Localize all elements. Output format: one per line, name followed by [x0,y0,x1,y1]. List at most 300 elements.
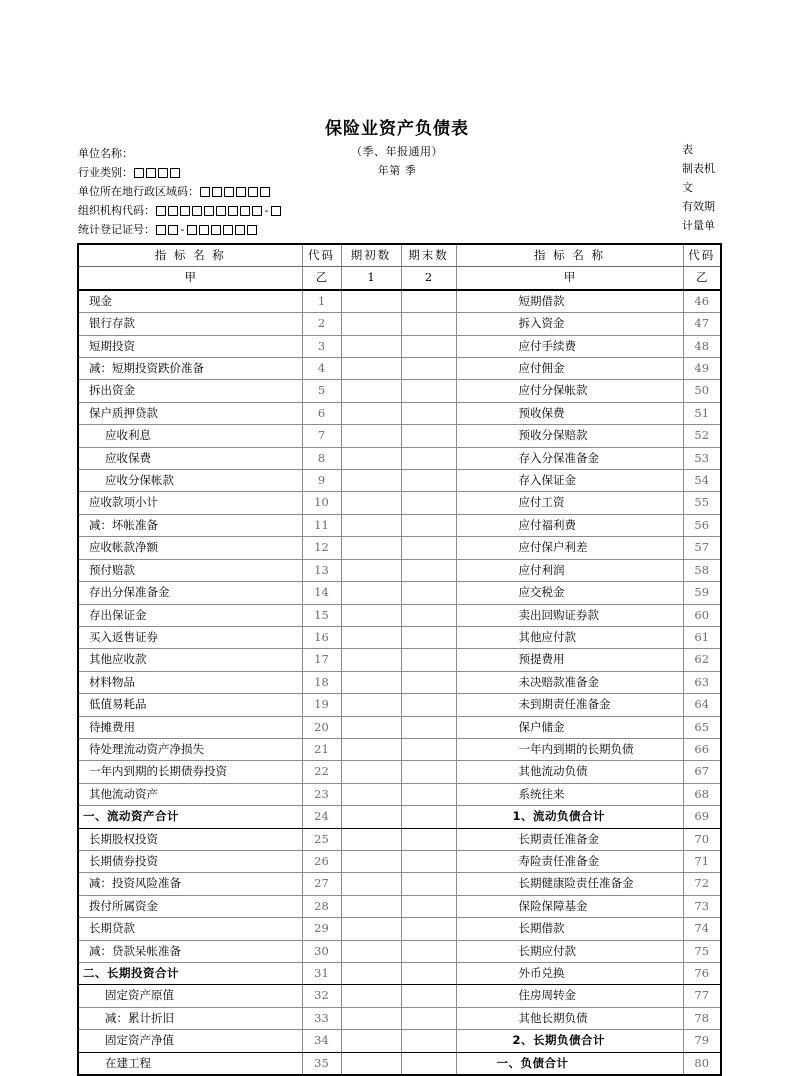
asset-item-code: 31 [302,963,341,985]
liability-item-code: 76 [683,963,721,985]
table-row [78,358,721,380]
asset-item-code: 20 [302,716,341,738]
liability-item-code: 61 [683,626,721,648]
asset-item-label: 长期债券投资 [78,850,302,872]
liability-item-code: 54 [683,470,721,492]
ident-row-2 [78,182,281,201]
liability-item-code: 70 [683,828,721,850]
meta-label-3: 有效期 [682,200,715,213]
beginning-balance-cell[interactable] [341,671,401,693]
liability-item-code: 49 [683,358,721,380]
liability-item-label: 长期应付款 [456,940,683,962]
ending-balance-cell[interactable] [401,492,456,514]
asset-item-code: 26 [302,850,341,872]
table-row [78,1030,721,1052]
liability-item-label: 一年内到期的长期负债 [456,738,683,760]
asset-item-label: 一年内到期的长期债券投资 [78,761,302,783]
liability-item-label: 保户储金 [456,716,683,738]
asset-item-label: 材料物品 [78,671,302,693]
character-box[interactable] [212,187,222,197]
liability-item-label: 拆入资金 [456,313,683,335]
liability-item-code: 69 [683,806,721,828]
table-row [78,514,721,536]
ending-balance-cell[interactable] [401,918,456,940]
liability-item-code: 50 [683,380,721,402]
asset-item-label: 应收保费 [78,447,302,469]
table-row [78,380,721,402]
beginning-balance-cell[interactable] [341,1030,401,1052]
liability-item-label: 长期借款 [456,918,683,940]
liability-item-label: 预收保费 [456,402,683,424]
asset-item-code: 17 [302,649,341,671]
ending-balance-cell[interactable] [401,738,456,760]
ending-balance-cell[interactable] [401,716,456,738]
table-row [78,402,721,424]
beginning-balance-cell[interactable] [341,895,401,917]
character-box[interactable] [236,187,246,197]
beginning-balance-cell[interactable] [341,694,401,716]
header-name-left: 指 标 名 称 [78,244,302,267]
asset-item-label: 长期股权投资 [78,828,302,850]
beginning-balance-cell[interactable] [341,425,401,447]
asset-item-label: 银行存款 [78,313,302,335]
ending-balance-cell[interactable] [401,963,456,985]
ending-balance-cell[interactable] [401,671,456,693]
meta-label-1: 制表机 [682,162,715,175]
subheader-name-right: 甲 [456,267,683,290]
liability-item-code: 77 [683,985,721,1007]
asset-item-label: 保户质押贷款 [78,402,302,424]
beginning-balance-cell[interactable] [341,402,401,424]
beginning-balance-cell[interactable] [341,761,401,783]
document-header [0,0,794,243]
asset-item-label: 现金 [78,290,302,313]
table-subheader-row [78,267,721,290]
ending-balance-cell[interactable] [401,604,456,626]
character-box[interactable] [260,187,270,197]
liability-item-code: 66 [683,738,721,760]
asset-item-label: 拨付所属资金 [78,895,302,917]
character-box[interactable] [168,206,178,216]
character-box[interactable] [200,187,210,197]
character-box[interactable] [235,225,245,235]
liability-item-code: 67 [683,761,721,783]
asset-item-code: 8 [302,447,341,469]
liability-item-code: 62 [683,649,721,671]
asset-item-label: 减：贷款呆帐准备 [78,940,302,962]
liability-item-label: 存入分保准备金 [456,447,683,469]
liability-item-code: 80 [683,1052,721,1075]
ending-balance-cell[interactable] [401,425,456,447]
beginning-balance-cell[interactable] [341,604,401,626]
ident-label: 单位所在地行政区域码： [78,185,199,198]
table-row [78,761,721,783]
asset-item-label: 待处理流动资产净损失 [78,738,302,760]
header-begin: 期初数 [341,244,401,267]
subheader-code-left: 乙 [302,267,341,290]
ident-label: 行业类别： [78,166,133,179]
identification-block [78,144,281,239]
liability-item-label: 外币兑换 [456,963,683,985]
asset-item-label: 减：短期投资跌价准备 [78,358,302,380]
liability-item-label: 存入保证金 [456,470,683,492]
beginning-balance-cell[interactable] [341,290,401,313]
character-box[interactable] [211,225,221,235]
beginning-balance-cell[interactable] [341,1007,401,1029]
asset-item-code: 22 [302,761,341,783]
beginning-balance-cell[interactable] [341,738,401,760]
ending-balance-cell[interactable] [401,380,456,402]
beginning-balance-cell[interactable] [341,716,401,738]
ending-balance-cell[interactable] [401,358,456,380]
table-row [78,470,721,492]
asset-item-label: 买入返售证券 [78,626,302,648]
asset-item-label: 二、长期投资合计 [78,963,302,985]
beginning-balance-cell[interactable] [341,313,401,335]
ident-entry-boxes[interactable] [156,222,257,236]
asset-item-code: 6 [302,402,341,424]
beginning-balance-cell[interactable] [341,873,401,895]
asset-item-label: 固定资产原值 [78,985,302,1007]
asset-item-code: 34 [302,1030,341,1052]
liability-item-code: 58 [683,559,721,581]
liability-item-code: 73 [683,895,721,917]
beginning-balance-cell[interactable] [341,963,401,985]
asset-item-code: 5 [302,380,341,402]
ident-label: 组织机构代码： [78,204,155,217]
ending-balance-cell[interactable] [401,761,456,783]
character-box[interactable] [146,168,156,178]
asset-item-code: 19 [302,694,341,716]
asset-item-code: 1 [302,290,341,313]
liability-item-code: 75 [683,940,721,962]
beginning-balance-cell[interactable] [341,850,401,872]
asset-item-code: 12 [302,537,341,559]
asset-item-label: 应收帐款净额 [78,537,302,559]
liability-item-label: 长期健康险责任准备金 [456,873,683,895]
character-box[interactable] [180,206,190,216]
table-row [78,738,721,760]
meta-label-4: 计量单 [682,219,715,232]
liability-item-code: 72 [683,873,721,895]
asset-item-label: 其他应收款 [78,649,302,671]
asset-item-code: 11 [302,514,341,536]
liability-item-code: 55 [683,492,721,514]
table-row [78,604,721,626]
beginning-balance-cell[interactable] [341,626,401,648]
asset-item-label: 应收款项小计 [78,492,302,514]
character-box[interactable] [224,187,234,197]
beginning-balance-cell[interactable] [341,447,401,469]
asset-item-label: 其他流动资产 [78,783,302,805]
asset-item-code: 27 [302,873,341,895]
liability-item-code: 60 [683,604,721,626]
liability-item-label: 住房周转金 [456,985,683,1007]
form-meta-block [682,140,715,235]
table-row [78,290,721,313]
liability-item-label: 其他应付款 [456,626,683,648]
character-box[interactable] [252,206,262,216]
ending-balance-cell[interactable] [401,582,456,604]
asset-item-label: 待摊费用 [78,716,302,738]
character-box[interactable] [192,206,202,216]
beginning-balance-cell[interactable] [341,358,401,380]
liability-item-label: 2、长期负债合计 [456,1030,683,1052]
beginning-balance-cell[interactable] [341,1052,401,1075]
ending-balance-cell[interactable] [401,313,456,335]
ident-label: 单位名称： [78,147,133,160]
liability-item-code: 64 [683,694,721,716]
character-box[interactable] [170,168,180,178]
character-box[interactable] [216,206,226,216]
table-row [78,626,721,648]
liability-item-label: 应付保户利差 [456,537,683,559]
ending-balance-cell[interactable] [401,626,456,648]
liability-item-label: 长期责任准备金 [456,828,683,850]
liability-item-code: 47 [683,313,721,335]
subheader-begin: 1 [341,267,401,290]
ending-balance-cell[interactable] [401,694,456,716]
character-box[interactable] [228,206,238,216]
ending-balance-cell[interactable] [401,806,456,828]
ident-row-1 [78,163,281,182]
beginning-balance-cell[interactable] [341,918,401,940]
asset-item-label: 拆出资金 [78,380,302,402]
table-row [78,918,721,940]
table-row [78,1052,721,1075]
liability-item-code: 71 [683,850,721,872]
beginning-balance-cell[interactable] [341,783,401,805]
subheader-name-left: 甲 [78,267,302,290]
liability-item-code: 68 [683,783,721,805]
asset-item-code: 21 [302,738,341,760]
liability-item-label: 寿险责任准备金 [456,850,683,872]
subheader-end: 2 [401,267,456,290]
asset-item-label: 减：坏帐准备 [78,514,302,536]
ident-label: 统计登记证号： [78,223,155,236]
ending-balance-cell[interactable] [401,335,456,357]
asset-item-code: 30 [302,940,341,962]
asset-item-code: 33 [302,1007,341,1029]
liability-item-code: 78 [683,1007,721,1029]
separator-dash: - [180,222,185,236]
meta-label-0: 表 [682,143,693,156]
asset-item-label: 低值易耗品 [78,694,302,716]
asset-item-label: 减：累计折旧 [78,1007,302,1029]
ending-balance-cell[interactable] [401,537,456,559]
table-row [78,425,721,447]
ending-balance-cell[interactable] [401,940,456,962]
asset-item-label: 减：投资风险准备 [78,873,302,895]
header-end: 期末数 [401,244,456,267]
asset-item-code: 15 [302,604,341,626]
liability-item-code: 65 [683,716,721,738]
liability-item-label: 未到期责任准备金 [456,694,683,716]
asset-item-code: 10 [302,492,341,514]
asset-item-code: 32 [302,985,341,1007]
liability-item-label: 应付利润 [456,559,683,581]
asset-item-label: 应收分保帐款 [78,470,302,492]
beginning-balance-cell[interactable] [341,492,401,514]
subheader-code-right: 乙 [683,267,721,290]
liability-item-code: 59 [683,582,721,604]
asset-item-label: 短期投资 [78,335,302,357]
liability-item-label: 应付佣金 [456,358,683,380]
liability-item-code: 57 [683,537,721,559]
liability-item-label: 应付分保帐款 [456,380,683,402]
beginning-balance-cell[interactable] [341,537,401,559]
ending-balance-cell[interactable] [401,649,456,671]
asset-item-label: 存出分保准备金 [78,582,302,604]
table-row [78,447,721,469]
table-row [78,985,721,1007]
table-row [78,313,721,335]
beginning-balance-cell[interactable] [341,649,401,671]
table-row [78,537,721,559]
character-box[interactable] [134,168,144,178]
liability-item-label: 卖出回购证券款 [456,604,683,626]
ending-balance-cell[interactable] [401,828,456,850]
beginning-balance-cell[interactable] [341,335,401,357]
asset-item-label: 固定资产净值 [78,1030,302,1052]
liability-item-label: 其他流动负债 [456,761,683,783]
asset-item-code: 28 [302,895,341,917]
ending-balance-cell[interactable] [401,985,456,1007]
asset-item-code: 3 [302,335,341,357]
header-code-left: 代码 [302,244,341,267]
asset-item-label: 在建工程 [78,1052,302,1075]
table-row [78,716,721,738]
ending-balance-cell[interactable] [401,783,456,805]
character-box[interactable] [187,225,197,235]
liability-item-label: 应交税金 [456,582,683,604]
asset-item-label: 应收利息 [78,425,302,447]
table-row [78,694,721,716]
liability-item-label: 应付工资 [456,492,683,514]
liability-item-code: 74 [683,918,721,940]
asset-item-code: 2 [302,313,341,335]
table-row [78,649,721,671]
ending-balance-cell[interactable] [401,402,456,424]
character-box[interactable] [247,225,257,235]
asset-item-code: 4 [302,358,341,380]
asset-item-label: 存出保证金 [78,604,302,626]
asset-item-label: 预付赔款 [78,559,302,581]
table-header-row [78,244,721,267]
table-row [78,783,721,805]
ident-row-3 [78,201,281,220]
asset-item-label: 一、流动资产合计 [78,806,302,828]
character-box[interactable] [158,168,168,178]
ending-balance-cell[interactable] [401,470,456,492]
beginning-balance-cell[interactable] [341,806,401,828]
reporting-period: 年第 季 [377,164,417,177]
ending-balance-cell[interactable] [401,873,456,895]
ending-balance-cell[interactable] [401,1052,456,1075]
character-box[interactable] [271,206,281,216]
table-row [78,335,721,357]
character-box[interactable] [223,225,233,235]
ending-balance-cell[interactable] [401,290,456,313]
table-row [78,963,721,985]
character-box[interactable] [156,206,166,216]
beginning-balance-cell[interactable] [341,559,401,581]
liability-item-label: 系统往来 [456,783,683,805]
liability-item-label: 未决赔款准备金 [456,671,683,693]
ident-entry-boxes[interactable] [200,187,270,197]
table-row [78,828,721,850]
ident-entry-boxes[interactable] [134,168,180,178]
beginning-balance-cell[interactable] [341,470,401,492]
document-subtitle: （季、年报通用） [351,145,443,158]
asset-item-label: 长期贷款 [78,918,302,940]
asset-item-code: 35 [302,1052,341,1075]
table-row [78,559,721,581]
asset-item-code: 23 [302,783,341,805]
liability-item-code: 46 [683,290,721,313]
liability-item-label: 其他长期负债 [456,1007,683,1029]
character-box[interactable] [240,206,250,216]
character-box[interactable] [199,225,209,235]
table-row [78,940,721,962]
character-box[interactable] [248,187,258,197]
liability-item-label: 一、负债合计 [456,1052,683,1075]
liability-item-label: 1、流动负债合计 [456,806,683,828]
header-code-right: 代码 [683,244,721,267]
liability-item-code: 63 [683,671,721,693]
asset-item-code: 29 [302,918,341,940]
liability-item-code: 79 [683,1030,721,1052]
table-row [78,850,721,872]
beginning-balance-cell[interactable] [341,940,401,962]
asset-item-code: 9 [302,470,341,492]
beginning-balance-cell[interactable] [341,828,401,850]
liability-item-label: 应付福利费 [456,514,683,536]
liability-item-code: 48 [683,335,721,357]
page-title: 保险业资产负债表 [325,119,469,139]
meta-label-2: 文 [682,181,693,194]
character-box[interactable] [156,225,166,235]
ending-balance-cell[interactable] [401,559,456,581]
liability-item-label: 应付手续费 [456,335,683,357]
liability-item-code: 53 [683,447,721,469]
beginning-balance-cell[interactable] [341,582,401,604]
beginning-balance-cell[interactable] [341,985,401,1007]
beginning-balance-cell[interactable] [341,380,401,402]
ending-balance-cell[interactable] [401,1007,456,1029]
table-row [78,492,721,514]
ident-row-0 [78,144,281,163]
ident-entry-boxes[interactable] [156,203,281,217]
ending-balance-cell[interactable] [401,447,456,469]
asset-item-code: 24 [302,806,341,828]
liability-item-label: 预收分保赔款 [456,425,683,447]
character-box[interactable] [168,225,178,235]
ending-balance-cell[interactable] [401,895,456,917]
beginning-balance-cell[interactable] [341,514,401,536]
table-row [78,806,721,828]
asset-item-code: 13 [302,559,341,581]
liability-item-code: 52 [683,425,721,447]
ending-balance-cell[interactable] [401,1030,456,1052]
asset-item-code: 25 [302,828,341,850]
ending-balance-cell[interactable] [401,514,456,536]
header-name-right: 指 标 名 称 [456,244,683,267]
table-row [78,873,721,895]
character-box[interactable] [204,206,214,216]
separator-dash: - [264,203,269,217]
ending-balance-cell[interactable] [401,850,456,872]
